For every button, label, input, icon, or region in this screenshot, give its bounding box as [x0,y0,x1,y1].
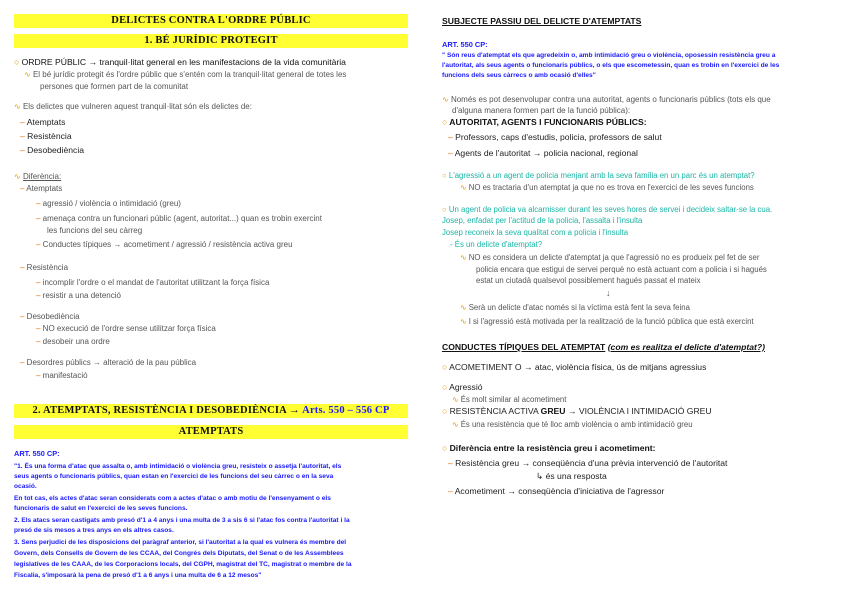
desordres-item: – manifestació [36,371,88,380]
tick-icon: ∿ [460,317,469,326]
tick-icon: ∿ [24,70,33,79]
diferencia-item: ↳ és una resposta [536,471,607,481]
tick-icon: ∿ [14,102,23,111]
art-line: " Són reus d'atemptat els que agredeixin o, amb intimidació greu o violència, oposessin resistència greu a [442,52,776,59]
atemptats-head: – Atemptats [20,184,63,193]
question-2-line: Josep, enfadat per l'actitud de la policia, l'assalta i l'insulta [442,216,643,225]
question-2-line: Josep reconeix la seva qualitat com a policia i l'insulta [442,228,629,237]
tick-icon: ∿ [460,253,469,262]
art-line: "1. És una forma d'atac que assalta o, amb intimidació o violència greu, resisteix o assetja l'autoritat, els [14,463,342,470]
diferencia-item: – Resistència greu → conseqüència d'una prèvia intervenció de l'autoritat [448,458,728,468]
resistencia-item: – incomplir l'ordre o el mandat de l'autoritat utilitzant la força física [36,278,270,287]
diferencia-label: ∿ Diferència: [14,172,62,181]
agressio-sub: ∿ És molt similar al acometiment [452,395,567,404]
tick-icon: ∿ [460,303,469,312]
acometiment-line: ○ ACOMETIMENT O → atac, violència física, ús de mitjans agressius [442,362,707,372]
atemptats-item: – Conductes típiques → acometiment / agressió / resistència activa greu [36,240,293,249]
resistencia-sub: ∿ És una resistència que té lloc amb violència o amb intimidació greu [452,420,693,429]
diferencia-head: ○ Diferència entre la resistència greu i acometiment: [442,443,656,453]
answer-2-line: ∿ Serà un delicte d'atac només si la víctima està fent la seva feina [460,303,690,312]
answer-2-line: ∿ I si l'agressió està motivada per la realització de la funció pública que està exercint [460,317,754,326]
answer-2: ∿ NO es considera un delicte d'atemptat ja que l'agressió no es produeix pel fet de ser [460,253,760,262]
art-line: Govern, dels Consells de Govern de les CCAA, del Congrés dels Diputats, del Senat o de les Assemblees [14,550,344,557]
delictes-intro: ∿ Els delictes que vulneren aquest tranquil·litat són els delictes de: [14,102,252,111]
art-line: ocasió. [14,483,37,490]
desobediencia-item: – desobeir una ordre [36,337,110,346]
desordres-head: – Desordres públics → alteració de la pau pública [20,358,197,367]
ordre-head: ○ ORDRE PÚBLIC → tranquil·litat general en les manifestacions de la vida comunitària [14,57,346,67]
subjecte-head: SUBJECTE PASSIU DEL DELICTE D'ATEMPTATS [442,16,642,26]
answer-2-line: estat un ciutadà qualsevol possiblement hagués passat el mateix [476,276,701,285]
art-label: ART. 550 CP: [14,449,60,458]
delicte-item: – Atemptats [20,117,66,127]
conductes-head: CONDUCTES TÍPIQUES DEL ATEMPTAT (com es realitza el delicte d'atemptat?) [442,342,765,352]
question-2-line: - És un delicte d'atemptat? [450,240,543,249]
title-bar: DELICTES CONTRA L'ORDRE PÚBLIC [14,14,408,28]
delicte-item: – Resistència [20,131,72,141]
ordre-sub2: persones que formen part de la comunitat [40,82,189,91]
bullet-icon: ○ [442,382,450,392]
art-label: ART. 550 CP: [442,40,488,49]
autoritat-item: – Agents de l'autoritat → policia nacional, regional [448,148,638,158]
atemptats-item: les funcions del seu càrreg [47,226,143,235]
art-line: 2. Els atacs seran castigats amb presó d'1 a 4 anys i una multa de 3 a sis 6 si l'atac fos contra l'autoritat i la [14,517,350,524]
autoritat-item: – Professors, caps d'estudis, policia, professors de salut [448,132,662,142]
tick-icon: ∿ [442,95,451,104]
section1-bar: 1. BÉ JURÍDIC PROTEGIT [14,34,408,48]
art-line: Fiscalia, s'imposarà la pena de presó d'1 a 6 anys i una multa de 6 a 12 mesos" [14,572,262,579]
answer-1: ∿ NO es tractaria d'un atemptat ja que no es trova en l'exercici de les seves funcions [460,183,754,192]
desobediencia-item: – NO execució de l'ordre sense utilitzar força física [36,324,216,333]
section2-bar: 2. ATEMPTATS, RESISTÈNCIA I DESOBEDIÈNCIA → Arts. 550 – 556 CP [14,404,408,418]
resistencia-line: ○ RESISTÈNCIA ACTIVA GREU → VIOLÈNCIA I INTIMIDACIÓ GREU [442,406,712,416]
resistencia-head: – Resistència [20,263,69,272]
bullet-icon: ○ [442,117,450,127]
atemptats-item: – amenaça contra un funcionari públic (agent, autoritat...) quan es trobin exercint [36,214,322,223]
tick-icon: ∿ [452,395,461,404]
atemptats-item: – agressió / violència o intimidació (greu) [36,199,181,208]
autoritat-head: ○ AUTORITAT, AGENTS I FUNCIONARIS PÚBLICS: [442,117,647,127]
bullet-icon: ○ [442,406,450,416]
art-line: En tot cas, els actes d'atac seran considerats com a actes d'atac o amb motiu de l'ensenyament o els [14,495,331,502]
down-arrow-icon: ↓ [606,288,611,298]
tick-icon: ∿ [460,183,469,192]
bullet-icon: ○ [442,205,449,214]
question-1: ○ L'agressió a un agent de policia menjant amb la seva família en un parc és un atemptat? [442,171,755,180]
question-2: ○ Un agent de policia va alcarnisser durant les seves hores de servei i decideix saltar-se la cua. [442,205,773,214]
bullet-icon: ○ [442,362,450,372]
tick-icon: ∿ [452,420,461,429]
answer-2-line: policia encara que estigui de servei perquè no està actuant com a policia i si hagués [476,265,767,274]
tick-icon: ∿ [14,172,23,181]
art-line: presó de sis mesos a tres anys en els altres casos. [14,527,174,534]
art-line: 3. Sens perjudici de les disposicions del paràgraf anterior, si l'autoritat a la qual es vulnera és membre del [14,539,347,546]
resistencia-item: – resistir a una detenció [36,291,121,300]
art-line: funcionaris de salut en l'exercici de les seves funcions. [14,505,188,512]
art-line: l'autoritat, als seus agents o funcionaris públics, o els que escometessin, quan es trobin en l'exercici de les [442,62,780,69]
delicte-item: – Desobediència [20,145,85,155]
agressio-line: ○ Agressió [442,382,483,392]
art-line: funcions dels seus càrrecs o amb ocasió d'elles" [442,72,596,79]
bullet-icon: ○ [14,57,22,67]
desobediencia-head: – Desobediència [20,312,80,321]
bullet-icon: ○ [442,171,449,180]
art-line: legislatives de les CAAA, de les Corporacions locals, del CGPH, magistrat del TC, magistrat o membre de la [14,561,352,568]
art-line: seus agents o funcionaris públics, quan estan en l'exercici de les funcions del seu càrrec o en la seva [14,473,334,480]
nomes-line: ∿ Només es pot desenvolupar contra una autoritat, agents o funcionaris públics (tots els que [442,95,771,104]
diferencia-item: – Acometiment → conseqüència d'iniciativa de l'agressor [448,486,665,496]
ordre-sub1: ∿ El bé jurídic protegit és l'ordre públic que s'entén com la tranquil·litat general de totes les [24,70,347,79]
nomes-line: d'alguna manera formen part de la funció pública): [452,106,631,115]
atemptats-bar: ATEMPTATS [14,425,408,439]
bullet-icon: ○ [442,443,450,453]
